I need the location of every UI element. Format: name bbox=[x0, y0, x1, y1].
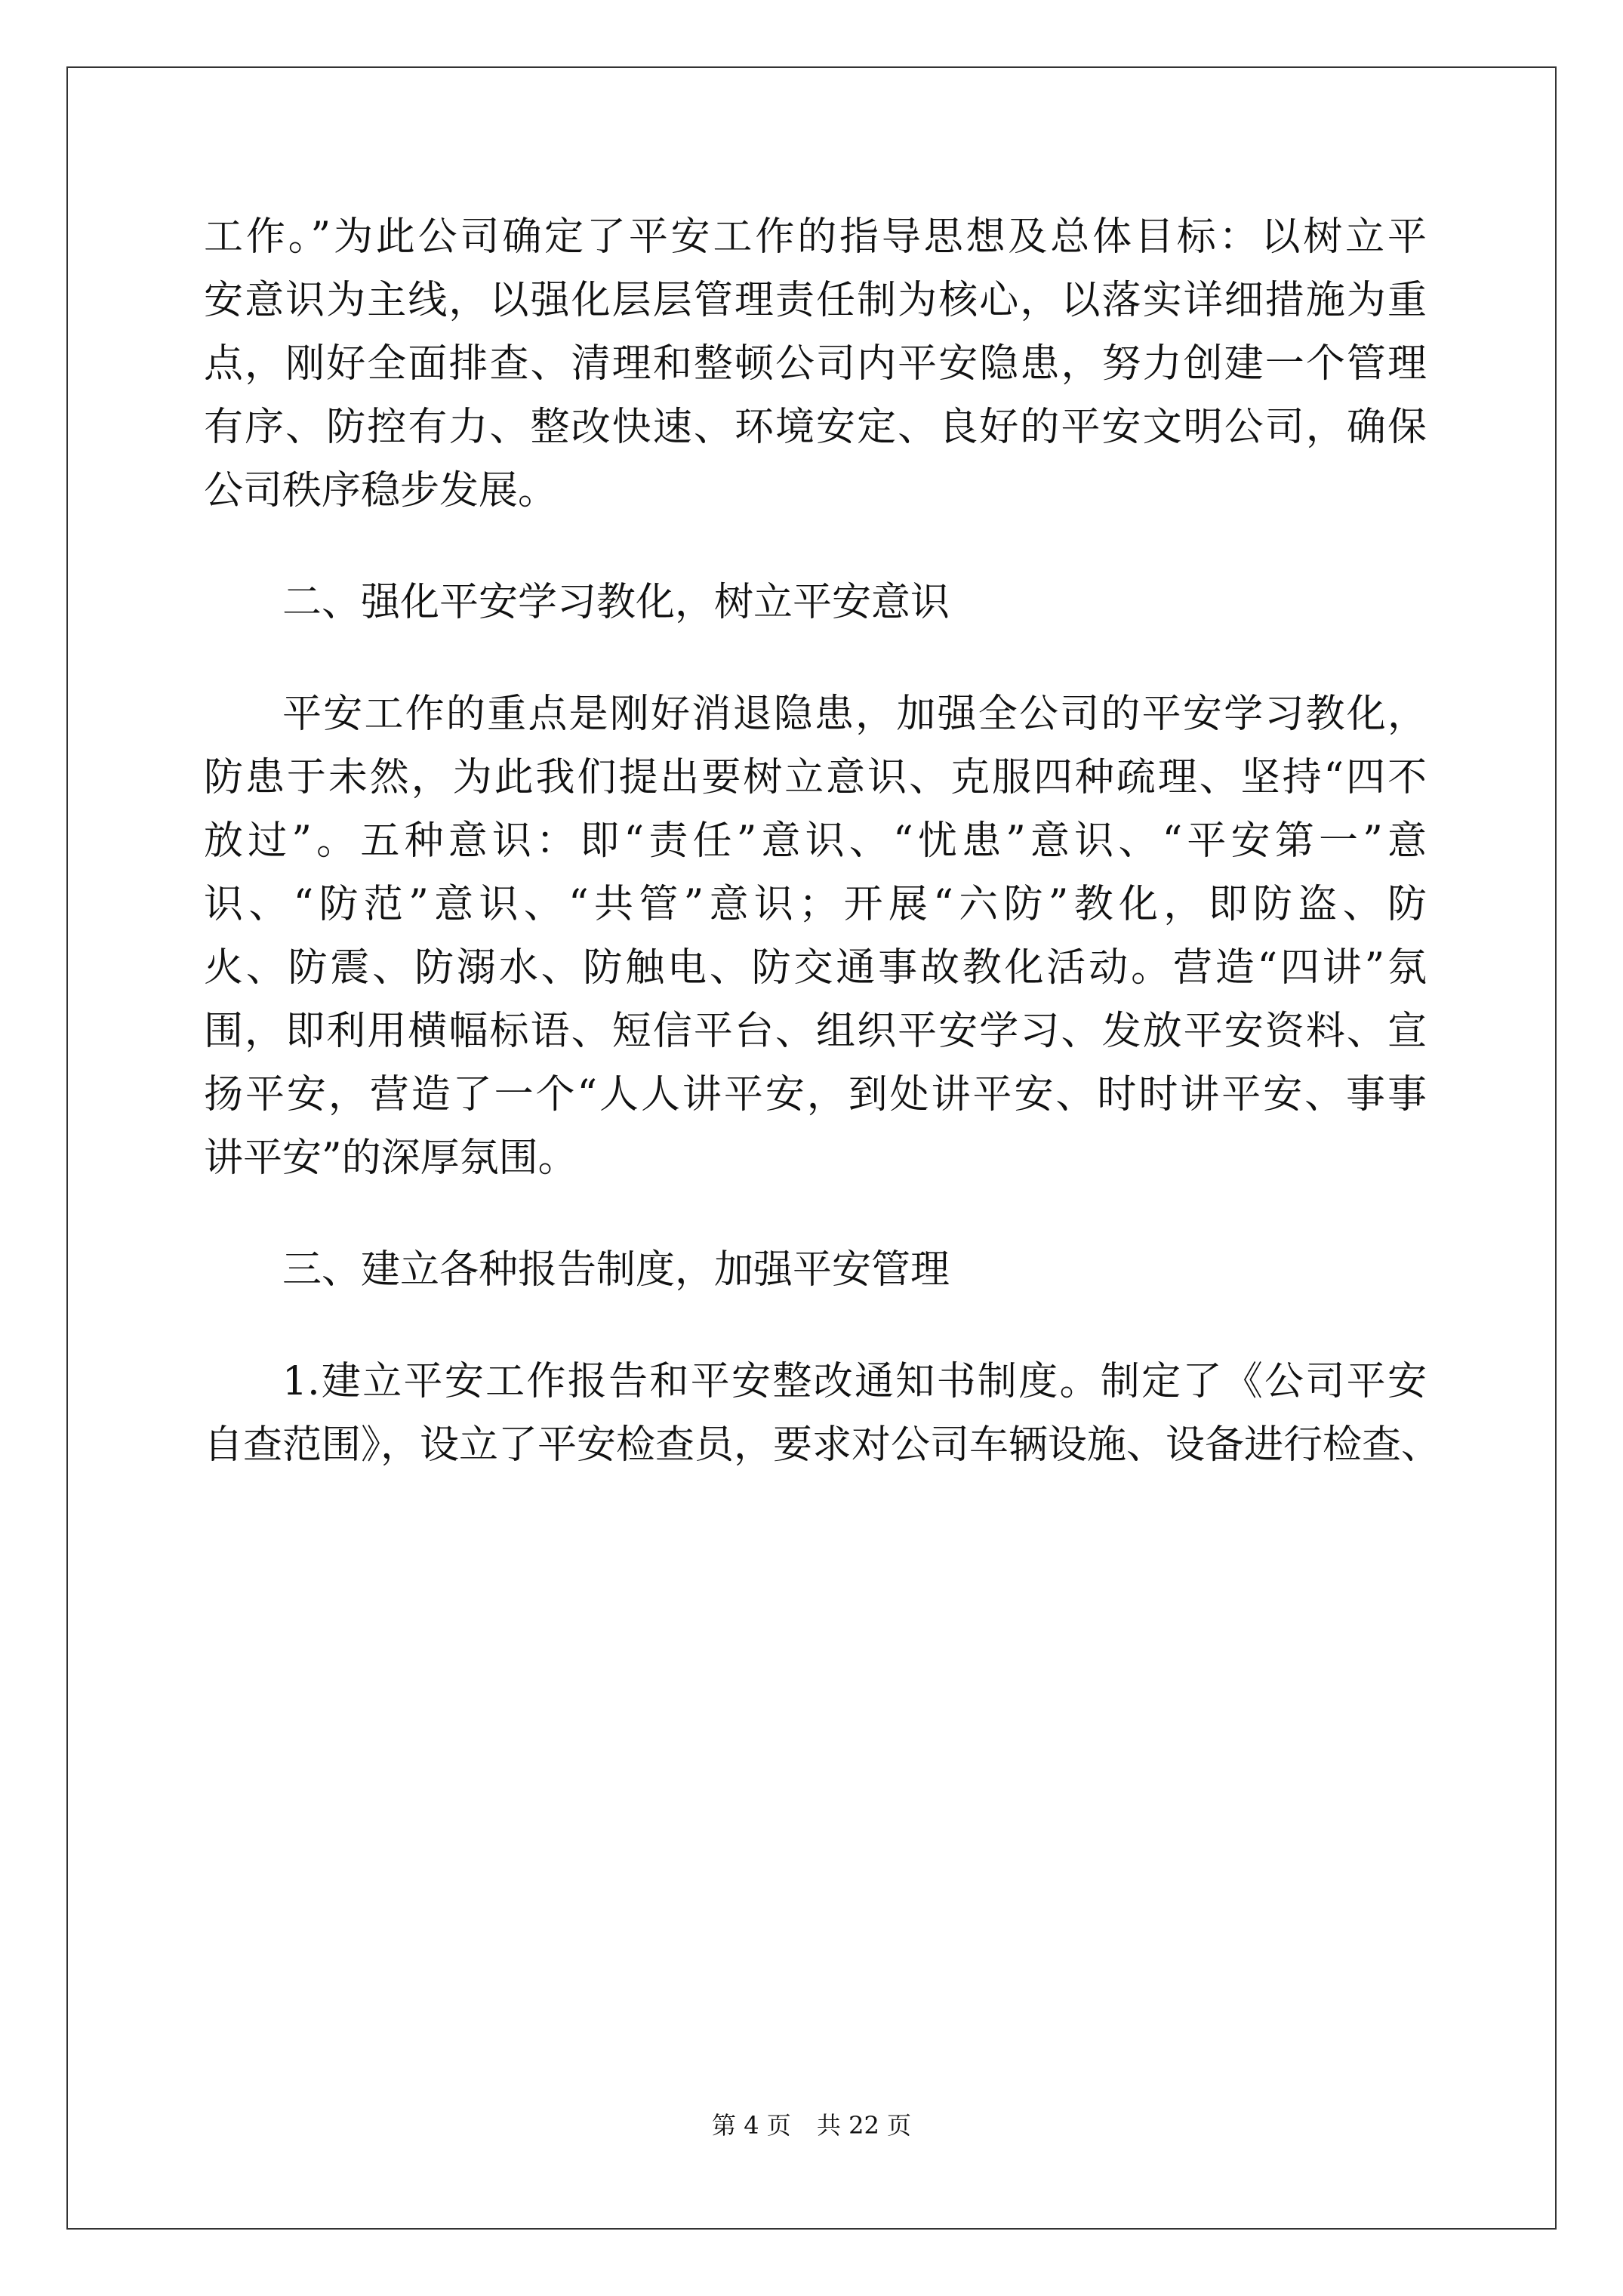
text-line: 安意识为主线，以强化层层管理责任制为核心，以落实详细措施为重 bbox=[204, 278, 1427, 323]
text-line: 自查范围》，设立了平安检查员，要求对公司车辆设施、设备进行检查、 bbox=[204, 1422, 1441, 1468]
text-line: 有序、防控有力、整改快速、环境安定、良好的平安文明公司，确保 bbox=[204, 405, 1427, 450]
section-heading-2 bbox=[204, 571, 1427, 634]
heading-text: 三、建立各种报告制度，加强平安管理 bbox=[282, 1247, 950, 1293]
paragraph-safety-education bbox=[204, 683, 1427, 1190]
text-line: 公司秩序稳步发展。 bbox=[204, 468, 558, 513]
page-number: 第 4 页 bbox=[712, 2111, 791, 2140]
text-line: 平安工作的重点是刚好消退隐患，加强全公司的平安学习教化， bbox=[282, 692, 1427, 737]
text-line: 识、“防范”意识、“共管”意识；开展“六防”教化，即防盗、防 bbox=[204, 882, 1427, 927]
paragraph-reporting-system bbox=[204, 1350, 1441, 1477]
text-line: 点，刚好全面排查、清理和整顿公司内平安隐患，努力创建一个管理 bbox=[204, 341, 1427, 387]
section-heading-3 bbox=[204, 1238, 1427, 1302]
text-line: 放过”。五种意识：即“责任”意识、“忧患”意识、“平安第一”意 bbox=[204, 818, 1427, 864]
text-line: 防患于未然，为此我们提出要树立意识、克服四种疏理、坚持“四不 bbox=[204, 755, 1427, 800]
text-line: 扬平安，营造了一个“人人讲平安，到处讲平安、时时讲平安、事事 bbox=[204, 1072, 1427, 1117]
text-line: 1.建立平安工作报告和平安整改通知书制度。制定了《公司平安 bbox=[282, 1359, 1427, 1404]
text-line: 讲平安”的深厚氛围。 bbox=[204, 1136, 577, 1181]
page-footer bbox=[0, 2110, 1623, 2140]
page-total: 共 22 页 bbox=[816, 2111, 911, 2140]
text-line: 工作。”为此公司确定了平安工作的指导思想及总体目标：以树立平 bbox=[204, 214, 1427, 260]
text-line: 围，即利用横幅标语、短信平台、组织平安学习、发放平安资料、宣 bbox=[204, 1009, 1427, 1054]
text-line: 火、防震、防溺水、防触电、防交通事故教化活动。营造“四讲”氛 bbox=[204, 945, 1427, 991]
document-body bbox=[204, 205, 1441, 1477]
paragraph-guiding-goals bbox=[204, 205, 1427, 522]
heading-text: 二、强化平安学习教化，树立平安意识 bbox=[282, 580, 950, 625]
